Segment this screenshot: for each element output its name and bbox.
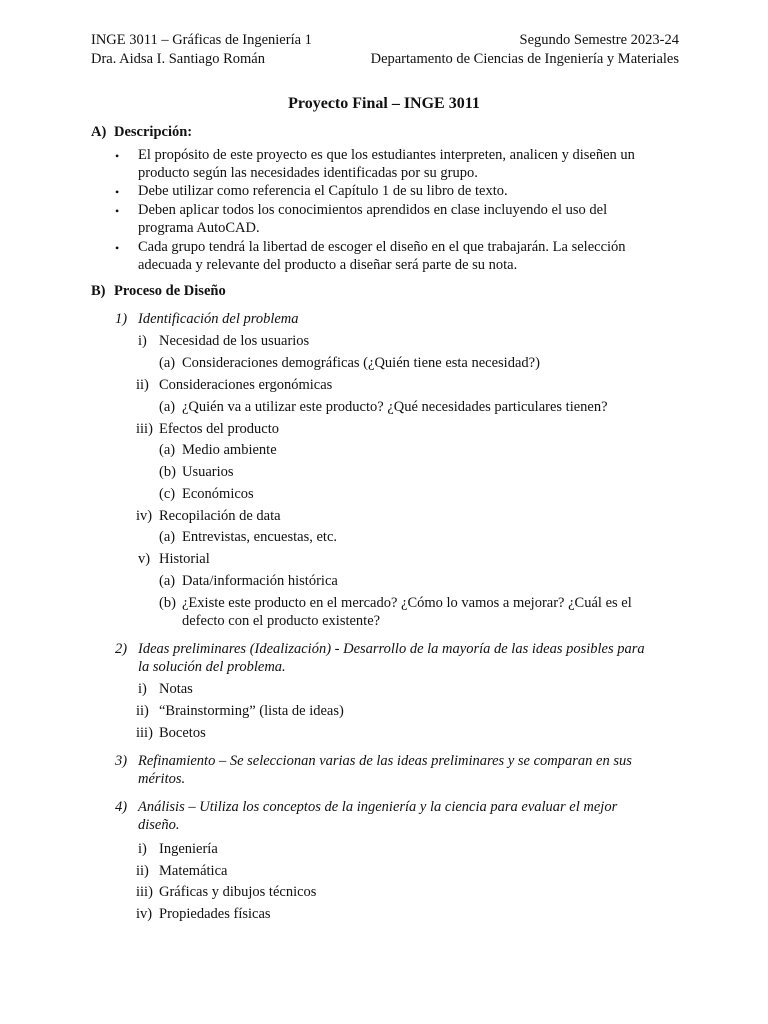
section-a-line-6: Cada grupo tendrá la libertad de escoger el diseño en el que trabajarán. La selección xyxy=(138,239,626,255)
step-1-iv-text: Recopilación de data xyxy=(159,508,281,524)
professor-name: Dra. Aidsa I. Santiago Román xyxy=(91,51,265,67)
bullet-2: • xyxy=(115,185,120,199)
section-a-line-3: Debe utilizar como referencia el Capítulo 1 de su libro de texto. xyxy=(138,183,508,199)
bullet-4: • xyxy=(115,241,120,255)
step-4-line-2: diseño. xyxy=(138,817,180,833)
step-1-iii-a-num: (a) xyxy=(159,442,176,458)
step-4-num: 4) xyxy=(115,799,128,815)
step-2-ii-num: ii) xyxy=(136,703,149,719)
step-4-i-num: i) xyxy=(138,841,147,857)
step-1-i-text: Necesidad de los usuarios xyxy=(159,333,310,349)
step-2-line-1: Ideas preliminares (Idealización) - Desarrollo de la mayoría de las ideas posibles para xyxy=(138,641,645,657)
step-4-ii-num: ii) xyxy=(136,863,149,879)
step-4-iii-text: Gráficas y dibujos técnicos xyxy=(159,884,317,900)
step-1-v-a-num: (a) xyxy=(159,573,176,589)
step-1-iii-b-num: (b) xyxy=(159,464,176,480)
step-4-ii-text: Matemática xyxy=(159,863,228,879)
step-1-title: Identificación del problema xyxy=(138,311,299,327)
step-2-iii-num: iii) xyxy=(136,725,153,741)
step-1-i-a-text: Consideraciones demográficas (¿Quién tiene esta necesidad?) xyxy=(182,355,540,371)
step-2-iii-text: Bocetos xyxy=(159,725,206,741)
step-1-num: 1) xyxy=(115,311,128,327)
step-1-iii-text: Efectos del producto xyxy=(159,421,279,437)
step-2-i-text: Notas xyxy=(159,681,193,697)
step-1-iv-a-text: Entrevistas, encuestas, etc. xyxy=(182,529,338,545)
course-name: INGE 3011 – Gráficas de Ingeniería 1 xyxy=(91,32,312,48)
step-1-iii-b-text: Usuarios xyxy=(182,464,234,480)
step-1-iv-a-num: (a) xyxy=(159,529,176,545)
department-name: Departamento de Ciencias de Ingeniería y Materiales xyxy=(370,51,679,67)
step-1-v-text: Historial xyxy=(159,551,210,567)
section-a-heading: Descripción: xyxy=(114,124,193,140)
step-3-line-2: méritos. xyxy=(138,771,186,787)
step-4-iv-num: iv) xyxy=(136,906,153,922)
step-1-v-b-text-1: ¿Existe este producto en el mercado? ¿Cómo lo vamos a mejorar? ¿Cuál es el xyxy=(182,595,632,611)
step-1-ii-num: ii) xyxy=(136,377,149,393)
step-1-i-num: i) xyxy=(138,333,147,349)
step-1-ii-a-num: (a) xyxy=(159,399,176,415)
step-4-line-1: Análisis – Utiliza los conceptos de la ingeniería y la ciencia para evaluar el mejor xyxy=(138,799,618,815)
bullet-3: • xyxy=(115,204,120,218)
section-a-line-5: programa AutoCAD. xyxy=(138,220,260,236)
section-a-line-7: adecuada y relevante del producto a diseñar será parte de su nota. xyxy=(138,257,518,273)
section-b-label: B) xyxy=(91,283,106,299)
step-1-ii-text: Consideraciones ergonómicas xyxy=(159,377,333,393)
section-a-line-2: producto según las necesidades identificadas por su grupo. xyxy=(138,165,478,181)
section-b-heading: Proceso de Diseño xyxy=(114,283,226,299)
section-a-label: A) xyxy=(91,124,107,140)
step-1-iii-c-num: (c) xyxy=(159,486,176,502)
header-row-2 xyxy=(91,50,679,68)
step-2-i-num: i) xyxy=(138,681,147,697)
step-1-v-b-num: (b) xyxy=(159,595,176,611)
step-1-i-a-num: (a) xyxy=(159,355,176,371)
step-1-iii-c-text: Económicos xyxy=(182,486,254,502)
step-4-iv-text: Propiedades físicas xyxy=(159,906,271,922)
step-1-iii-num: iii) xyxy=(136,421,153,437)
page-title: Proyecto Final – INGE 3011 xyxy=(288,95,480,112)
step-1-iii-a-text: Medio ambiente xyxy=(182,442,277,458)
step-1-v-num: v) xyxy=(138,551,151,567)
step-3-line-1: Refinamiento – Se seleccionan varias de las ideas preliminares y se comparan en sus xyxy=(138,753,632,769)
step-2-num: 2) xyxy=(115,641,128,657)
step-2-ii-text: “Brainstorming” (lista de ideas) xyxy=(159,703,344,719)
step-2-line-2: la solución del problema. xyxy=(138,659,286,675)
step-1-v-b-text-2: defecto con el producto existente? xyxy=(182,613,381,629)
section-a-line-1: El propósito de este proyecto es que los estudiantes interpreten, analicen y diseñen un xyxy=(138,147,635,163)
bullet-1: • xyxy=(115,149,120,163)
section-a-line-4: Deben aplicar todos los conocimientos aprendidos en clase incluyendo el uso del xyxy=(138,202,608,218)
semester: Segundo Semestre 2023-24 xyxy=(519,32,679,48)
step-4-iii-num: iii) xyxy=(136,884,153,900)
step-3-num: 3) xyxy=(115,753,128,769)
step-4-i-text: Ingeniería xyxy=(159,841,218,857)
header-row-1 xyxy=(91,31,679,49)
step-1-v-a-text: Data/información histórica xyxy=(182,573,338,589)
step-1-ii-a-text: ¿Quién va a utilizar este producto? ¿Qué necesidades particulares tienen? xyxy=(182,399,608,415)
step-1-iv-num: iv) xyxy=(136,508,153,524)
